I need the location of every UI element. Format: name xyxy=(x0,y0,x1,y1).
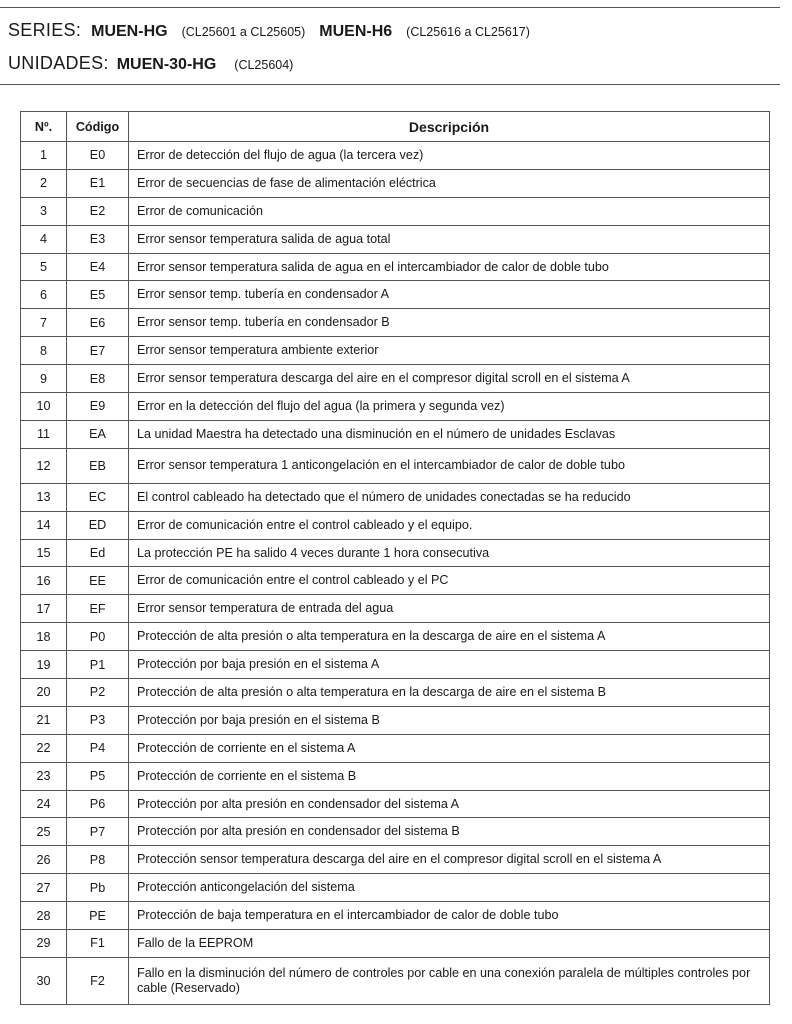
error-code: E1 xyxy=(67,169,129,197)
error-code: E4 xyxy=(67,253,129,281)
table-row xyxy=(21,337,770,365)
table-row xyxy=(21,142,770,170)
row-description: Error sensor temperatura salida de agua en el intercambiador de calor de doble tubo xyxy=(129,253,770,281)
table-row xyxy=(21,511,770,539)
row-number: 16 xyxy=(21,567,67,595)
row-number: 12 xyxy=(21,448,67,483)
error-code: E3 xyxy=(67,225,129,253)
row-number: 24 xyxy=(21,790,67,818)
model-muen-h6: MUEN-H6 xyxy=(319,23,393,40)
table-row xyxy=(21,957,770,1004)
row-number: 22 xyxy=(21,734,67,762)
table-row xyxy=(21,448,770,483)
row-number: 2 xyxy=(21,169,67,197)
error-code: P5 xyxy=(67,762,129,790)
row-description: Error sensor temperatura 1 anticongelación en el intercambiador de calor de doble tubo xyxy=(129,448,770,483)
error-code: EC xyxy=(67,483,129,511)
row-number: 1 xyxy=(21,142,67,170)
error-code: P0 xyxy=(67,623,129,651)
row-description: Fallo de la EEPROM xyxy=(129,930,770,958)
table-row xyxy=(21,253,770,281)
table-row xyxy=(21,846,770,874)
row-description: Error sensor temperatura salida de agua total xyxy=(129,225,770,253)
table-row xyxy=(21,225,770,253)
error-code: E7 xyxy=(67,337,129,365)
error-code: EB xyxy=(67,448,129,483)
table-row xyxy=(21,902,770,930)
row-number: 3 xyxy=(21,197,67,225)
row-number: 28 xyxy=(21,902,67,930)
row-number: 15 xyxy=(21,539,67,567)
table-row xyxy=(21,595,770,623)
table-header-row xyxy=(21,112,770,142)
series-label: SERIES: xyxy=(8,20,82,40)
error-code: P6 xyxy=(67,790,129,818)
header-rule xyxy=(0,84,780,85)
row-description: Protección anticongelación del sistema xyxy=(129,874,770,902)
row-description: Error sensor temperatura de entrada del agua xyxy=(129,595,770,623)
row-description: Protección de corriente en el sistema B xyxy=(129,762,770,790)
table-row xyxy=(21,309,770,337)
error-code: F2 xyxy=(67,957,129,1004)
error-code: E5 xyxy=(67,281,129,309)
row-description: Protección por alta presión en condensador del sistema B xyxy=(129,818,770,846)
table-row xyxy=(21,483,770,511)
error-code: EE xyxy=(67,567,129,595)
error-code: EA xyxy=(67,420,129,448)
table-row xyxy=(21,651,770,679)
row-number: 26 xyxy=(21,846,67,874)
table-row xyxy=(21,197,770,225)
table-row xyxy=(21,169,770,197)
header-description: Descripción xyxy=(129,112,770,142)
row-number: 18 xyxy=(21,623,67,651)
units-label: UNIDADES: xyxy=(8,53,109,73)
row-description: Protección por alta presión en condensador del sistema A xyxy=(129,790,770,818)
row-number: 4 xyxy=(21,225,67,253)
model-muen-h6-codes: (CL25616 a CL25617) xyxy=(406,25,530,39)
model-muen-hg-codes: (CL25601 a CL25605) xyxy=(181,25,306,39)
error-code: P8 xyxy=(67,846,129,874)
table-row xyxy=(21,930,770,958)
error-code: Pb xyxy=(67,874,129,902)
model-muen-30-hg-codes: (CL25604) xyxy=(234,58,294,72)
row-number: 7 xyxy=(21,309,67,337)
row-number: 29 xyxy=(21,930,67,958)
error-code: E0 xyxy=(67,142,129,170)
error-code-table xyxy=(20,111,770,1005)
table-row xyxy=(21,790,770,818)
row-number: 20 xyxy=(21,679,67,707)
row-description: Protección de alta presión o alta temperatura en la descarga de aire en el sistema B xyxy=(129,679,770,707)
row-number: 14 xyxy=(21,511,67,539)
row-description: Error sensor temperatura descarga del aire en el compresor digital scroll en el sistema A xyxy=(129,365,770,393)
table-row xyxy=(21,420,770,448)
error-code: P7 xyxy=(67,818,129,846)
table-row xyxy=(21,393,770,421)
error-code: F1 xyxy=(67,930,129,958)
model-muen-30-hg: MUEN-30-HG xyxy=(116,56,217,73)
row-number: 30 xyxy=(21,957,67,1004)
table-row xyxy=(21,281,770,309)
error-code: P3 xyxy=(67,706,129,734)
table-row xyxy=(21,762,770,790)
table-row xyxy=(21,679,770,707)
row-description: Error sensor temp. tubería en condensador B xyxy=(129,309,770,337)
row-description: Error en la detección del flujo del agua (la primera y segunda vez) xyxy=(129,393,770,421)
row-number: 8 xyxy=(21,337,67,365)
row-description: Error de comunicación entre el control cableado y el equipo. xyxy=(129,511,770,539)
row-description: La protección PE ha salido 4 veces durante 1 hora consecutiva xyxy=(129,539,770,567)
row-number: 13 xyxy=(21,483,67,511)
row-number: 9 xyxy=(21,365,67,393)
header-num: Nº. xyxy=(21,112,67,142)
error-code: E8 xyxy=(67,365,129,393)
row-description: El control cableado ha detectado que el número de unidades conectadas se ha reducido xyxy=(129,483,770,511)
table-row xyxy=(21,734,770,762)
row-number: 6 xyxy=(21,281,67,309)
table-row xyxy=(21,818,770,846)
row-number: 5 xyxy=(21,253,67,281)
row-number: 11 xyxy=(21,420,67,448)
row-description: Error de comunicación xyxy=(129,197,770,225)
series-line xyxy=(8,20,530,41)
row-description: Protección por baja presión en el sistema A xyxy=(129,651,770,679)
error-code: E9 xyxy=(67,393,129,421)
error-code: E6 xyxy=(67,309,129,337)
row-description: Error de detección del flujo de agua (la tercera vez) xyxy=(129,142,770,170)
table-row xyxy=(21,874,770,902)
row-number: 10 xyxy=(21,393,67,421)
model-muen-hg: MUEN-HG xyxy=(91,23,168,40)
row-description: Error de comunicación entre el control cableado y el PC xyxy=(129,567,770,595)
error-code: EF xyxy=(67,595,129,623)
row-number: 23 xyxy=(21,762,67,790)
row-description: Protección de alta presión o alta temperatura en la descarga de aire en el sistema A xyxy=(129,623,770,651)
row-number: 17 xyxy=(21,595,67,623)
table-row xyxy=(21,623,770,651)
error-code: ED xyxy=(67,511,129,539)
units-line xyxy=(8,53,293,74)
table-row xyxy=(21,365,770,393)
row-description: La unidad Maestra ha detectado una disminución en el número de unidades Esclavas xyxy=(129,420,770,448)
row-description: Error sensor temp. tubería en condensador A xyxy=(129,281,770,309)
error-code: P1 xyxy=(67,651,129,679)
row-number: 19 xyxy=(21,651,67,679)
row-number: 25 xyxy=(21,818,67,846)
table-row xyxy=(21,706,770,734)
row-description: Protección por baja presión en el sistema B xyxy=(129,706,770,734)
header-code: Código xyxy=(67,112,129,142)
row-number: 21 xyxy=(21,706,67,734)
error-code: E2 xyxy=(67,197,129,225)
error-code: PE xyxy=(67,902,129,930)
row-description: Protección de corriente en el sistema A xyxy=(129,734,770,762)
error-code: Ed xyxy=(67,539,129,567)
row-description: Fallo en la disminución del número de controles por cable en una conexión paralela de múltiples controles por cable (Reservado) xyxy=(129,957,770,1004)
row-description: Error de secuencias de fase de alimentación eléctrica xyxy=(129,169,770,197)
row-description: Error sensor temperatura ambiente exterior xyxy=(129,337,770,365)
row-description: Protección sensor temperatura descarga del aire en el compresor digital scroll en el sistema A xyxy=(129,846,770,874)
error-code: P2 xyxy=(67,679,129,707)
table-row xyxy=(21,567,770,595)
row-number: 27 xyxy=(21,874,67,902)
error-code: P4 xyxy=(67,734,129,762)
row-description: Protección de baja temperatura en el intercambiador de calor de doble tubo xyxy=(129,902,770,930)
table-row xyxy=(21,539,770,567)
top-rule xyxy=(0,7,780,8)
